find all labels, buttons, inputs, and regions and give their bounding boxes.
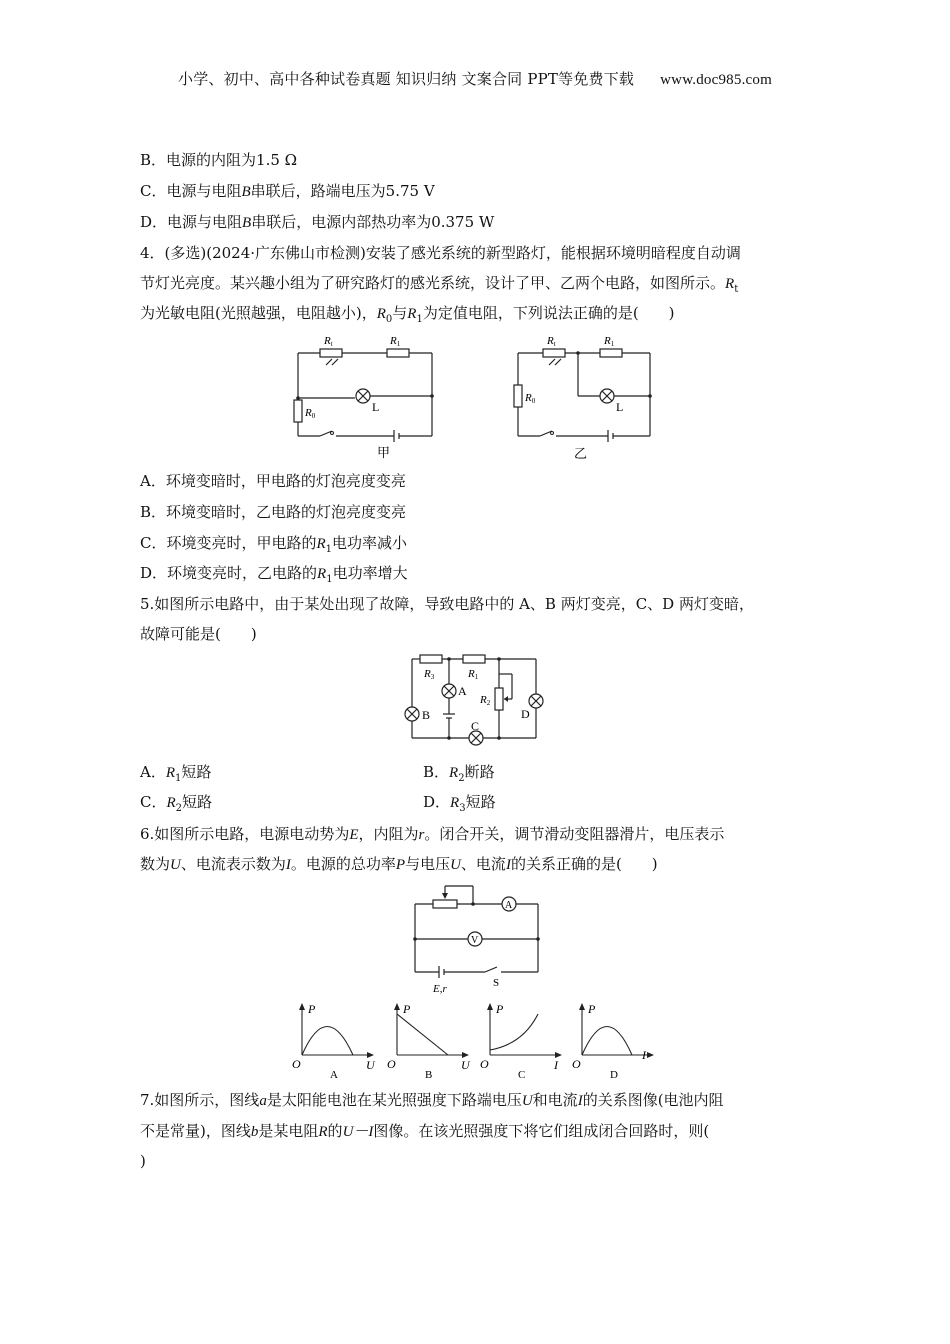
curve-d: [582, 1027, 632, 1056]
q5-circuit: [400, 650, 550, 750]
q4-stem-line2: 节灯光亮度。某兴趣小组为了研究路灯的感光系统，设计了甲、乙两个电路，如图所示。$R_t$: [140, 274, 739, 295]
svg-text:I: I: [642, 1048, 646, 1062]
q5-option-d: D．$R_3$短路: [423, 793, 496, 814]
svg-text:E,r: E,r: [433, 983, 447, 995]
q5-stem-line1: 5.如图所示电路中，由于某处出现了故障，导致电路中的 A、B 两灯变亮，C、D 两灯变暗，: [140, 595, 754, 613]
svg-text:R1: R1: [468, 668, 479, 681]
q4-circuit-jia: [290, 330, 440, 460]
rheostat: [433, 900, 457, 908]
r1-resistor: [600, 349, 622, 357]
q6-graph-b: [385, 1000, 475, 1080]
svg-text:O: O: [292, 1057, 301, 1071]
q6-graph-c: [478, 1000, 568, 1080]
svg-text:B: B: [425, 1069, 433, 1081]
q4-option-a: A．环境变暗时，甲电路的灯泡亮度变亮: [140, 472, 406, 490]
svg-text:O: O: [572, 1057, 581, 1071]
svg-text:P: P: [496, 1002, 504, 1016]
svg-text:R0: R0: [525, 392, 536, 405]
q6-stem-line2: 数为U、电流表示数为I。电源的总功率P与电压U、电流I的关系正确的是( ): [140, 855, 658, 873]
r0-resistor: [294, 400, 302, 422]
q4-stem-line3: 为光敏电阻(光照越强，电阻越小)，$R_0$与$R_1$为定值电阻，下列说法正确的是( ): [140, 304, 675, 325]
q4-stem-line1: 4．(多选)(2024·广东佛山市检测)安装了感光系统的新型路灯，能根据环境明暗程度自动调: [140, 244, 741, 262]
svg-text:R0: R0: [305, 407, 316, 420]
svg-text:D: D: [521, 707, 530, 721]
rt-resistor: [320, 349, 342, 357]
q4-option-d: D．环境变亮时，乙电路的$R_1$电功率增大: [140, 564, 408, 585]
page-header: [0, 68, 950, 89]
caption-jia: 甲: [377, 445, 391, 460]
curve-b: [397, 1014, 448, 1055]
svg-text:U: U: [461, 1058, 470, 1072]
svg-text:R1: R1: [390, 335, 401, 348]
svg-text:R2: R2: [480, 694, 491, 707]
q5-option-b: B．$R_2$断路: [423, 763, 495, 784]
q4-option-b: B．环境变暗时，乙电路的灯泡亮度变亮: [140, 503, 407, 521]
svg-text:O: O: [480, 1057, 489, 1071]
svg-text:Rt: Rt: [547, 335, 556, 348]
svg-text:O: O: [387, 1057, 396, 1071]
r1-resistor: [387, 349, 409, 357]
svg-text:P: P: [588, 1002, 596, 1016]
r0-resistor: [514, 385, 522, 407]
svg-text:S: S: [493, 977, 500, 989]
r3-resistor: [420, 655, 442, 663]
svg-text:C: C: [518, 1069, 526, 1081]
q4-circuit-yi: [510, 330, 660, 465]
svg-text:P: P: [308, 1002, 316, 1016]
svg-text:R1: R1: [604, 335, 615, 348]
q6-graph-a: [290, 1000, 380, 1080]
curve-c: [490, 1014, 538, 1050]
svg-text:A: A: [330, 1069, 338, 1081]
svg-text:I: I: [554, 1058, 558, 1072]
q6-stem-line1: 6.如图所示电路，电源电动势为E，内阻为r。闭合开关，调节滑动变阻器滑片，电压表示: [140, 825, 725, 843]
svg-text:P: P: [403, 1002, 411, 1016]
q5-option-a: A．$R_1$短路: [140, 763, 212, 784]
q6-circuit: [405, 880, 545, 995]
q3-option-d: D．电源与电阻B串联后，电源内部热功率为0.375 W: [140, 213, 495, 231]
svg-text:L: L: [372, 400, 380, 414]
q6-graph-d: [570, 1000, 660, 1080]
q5-stem-line2: 故障可能是( ): [140, 625, 257, 643]
svg-text:C: C: [471, 719, 480, 733]
svg-text:A: A: [505, 900, 513, 911]
rt-resistor: [543, 349, 565, 357]
r2-rheostat: [495, 688, 503, 710]
q3-option-c: C．电源与电阻B串联后，路端电压为5.75 V: [140, 182, 435, 200]
header-site-link[interactable]: www.doc985.com: [660, 72, 772, 88]
q7-stem-line2: 不是常量)，图线b是某电阻R的U－I图像。在该光照强度下将它们组成闭合回路时，则(: [140, 1122, 710, 1140]
q7-stem-line3: ): [140, 1152, 146, 1170]
caption-yi: 乙: [574, 446, 588, 461]
r1-resistor: [463, 655, 485, 663]
svg-text:L: L: [616, 400, 624, 414]
svg-text:B: B: [422, 708, 431, 722]
svg-text:V: V: [471, 935, 479, 946]
svg-text:R3: R3: [424, 668, 435, 681]
q5-option-c: C．$R_2$短路: [140, 793, 213, 814]
q3-option-b: B．电源的内阻为1.5 Ω: [140, 151, 298, 169]
svg-text:D: D: [610, 1069, 618, 1081]
header-text: 小学、初中、高中各种试卷真题 知识归纳 文案合同 PPT等免费下载: [178, 70, 635, 88]
svg-text:U: U: [366, 1058, 375, 1072]
q7-stem-line1: 7.如图所示，图线a是太阳能电池在某光照强度下路端电压U和电流I的关系图像(电池内阻: [140, 1091, 724, 1109]
q4-option-c: C．环境变亮时，甲电路的$R_1$电功率减小: [140, 534, 408, 555]
switch-s: [485, 967, 497, 972]
curve-a: [302, 1027, 353, 1056]
svg-text:Rt: Rt: [324, 335, 333, 348]
svg-text:A: A: [458, 684, 467, 698]
